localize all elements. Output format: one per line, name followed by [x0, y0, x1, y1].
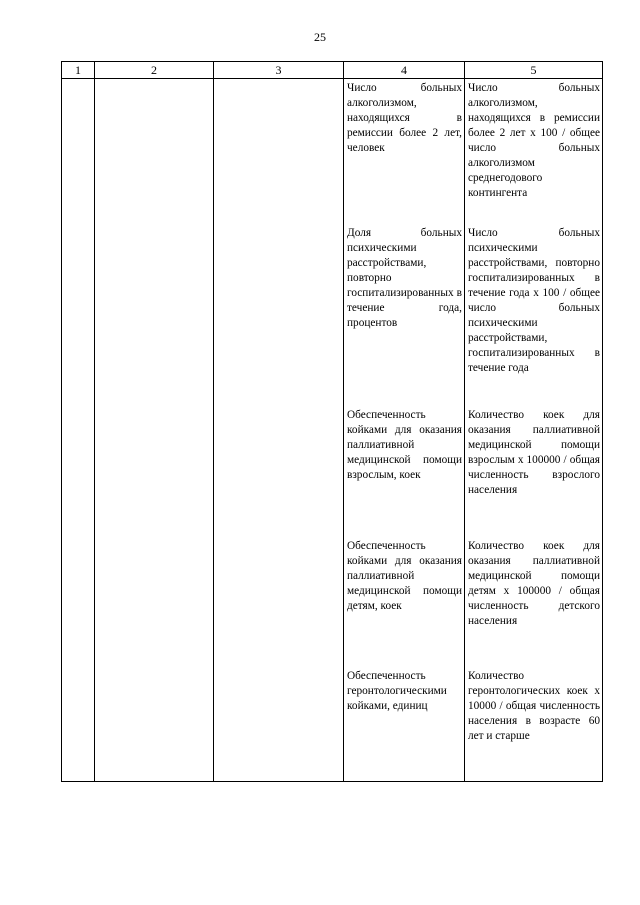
column-header-2: 2: [95, 62, 214, 79]
indicator-text: Число больных алкоголизмом, находящихся в ремиссии более 2 лет, человек: [347, 82, 462, 154]
column-header-1: 1: [62, 62, 95, 79]
indicator-text: Обеспеченность геронтологическими койками, единиц: [347, 670, 447, 712]
formula-text: Число больных алкоголизмом, находящихся в ремиссии более 2 лет х 100 / общее число больных алкоголизмом среднегодового контингента: [468, 82, 600, 199]
indicator-text: Обеспеченность койками для оказания паллиативной медицинской помощи детям, коек: [347, 540, 462, 612]
formula-text: Количество коек для оказания паллиативной медицинской помощи взрослым х 100000 / общая численность взрослого населения: [468, 409, 600, 496]
formula-text: Число больных психическими расстройствами, повторно госпитализированных в течение года х 100 / общее число больных психическими расстройствами, госпитализированных в течение года: [468, 227, 600, 374]
column-2-cell: [95, 79, 214, 782]
indicator-text: Доля больных психическими расстройствами, повторно госпитализированных в течение года, процентов: [347, 227, 462, 329]
table-header-row: [62, 62, 603, 79]
formula-text: Количество геронтологических коек х 10000 / общая численность населения в возрасте 60 лет и старше: [468, 670, 600, 742]
column-header-3: 3: [214, 62, 344, 79]
indicator-text: Обеспеченность койками для оказания паллиативной медицинской помощи взрослым, коек: [347, 409, 462, 481]
column-1-cell: [62, 79, 95, 782]
table-body-row: [62, 79, 603, 782]
formula-text: Количество коек для оказания паллиативной медицинской помощи детям х 100000 / общая численность детского населения: [468, 540, 600, 627]
column-header-5: 5: [465, 62, 603, 79]
column-3-cell: [214, 79, 344, 782]
formula-column: [465, 79, 603, 782]
column-header-4: 4: [344, 62, 465, 79]
indicators-table: [61, 61, 603, 782]
page-number: 25: [314, 30, 326, 44]
indicator-column: [344, 79, 465, 782]
